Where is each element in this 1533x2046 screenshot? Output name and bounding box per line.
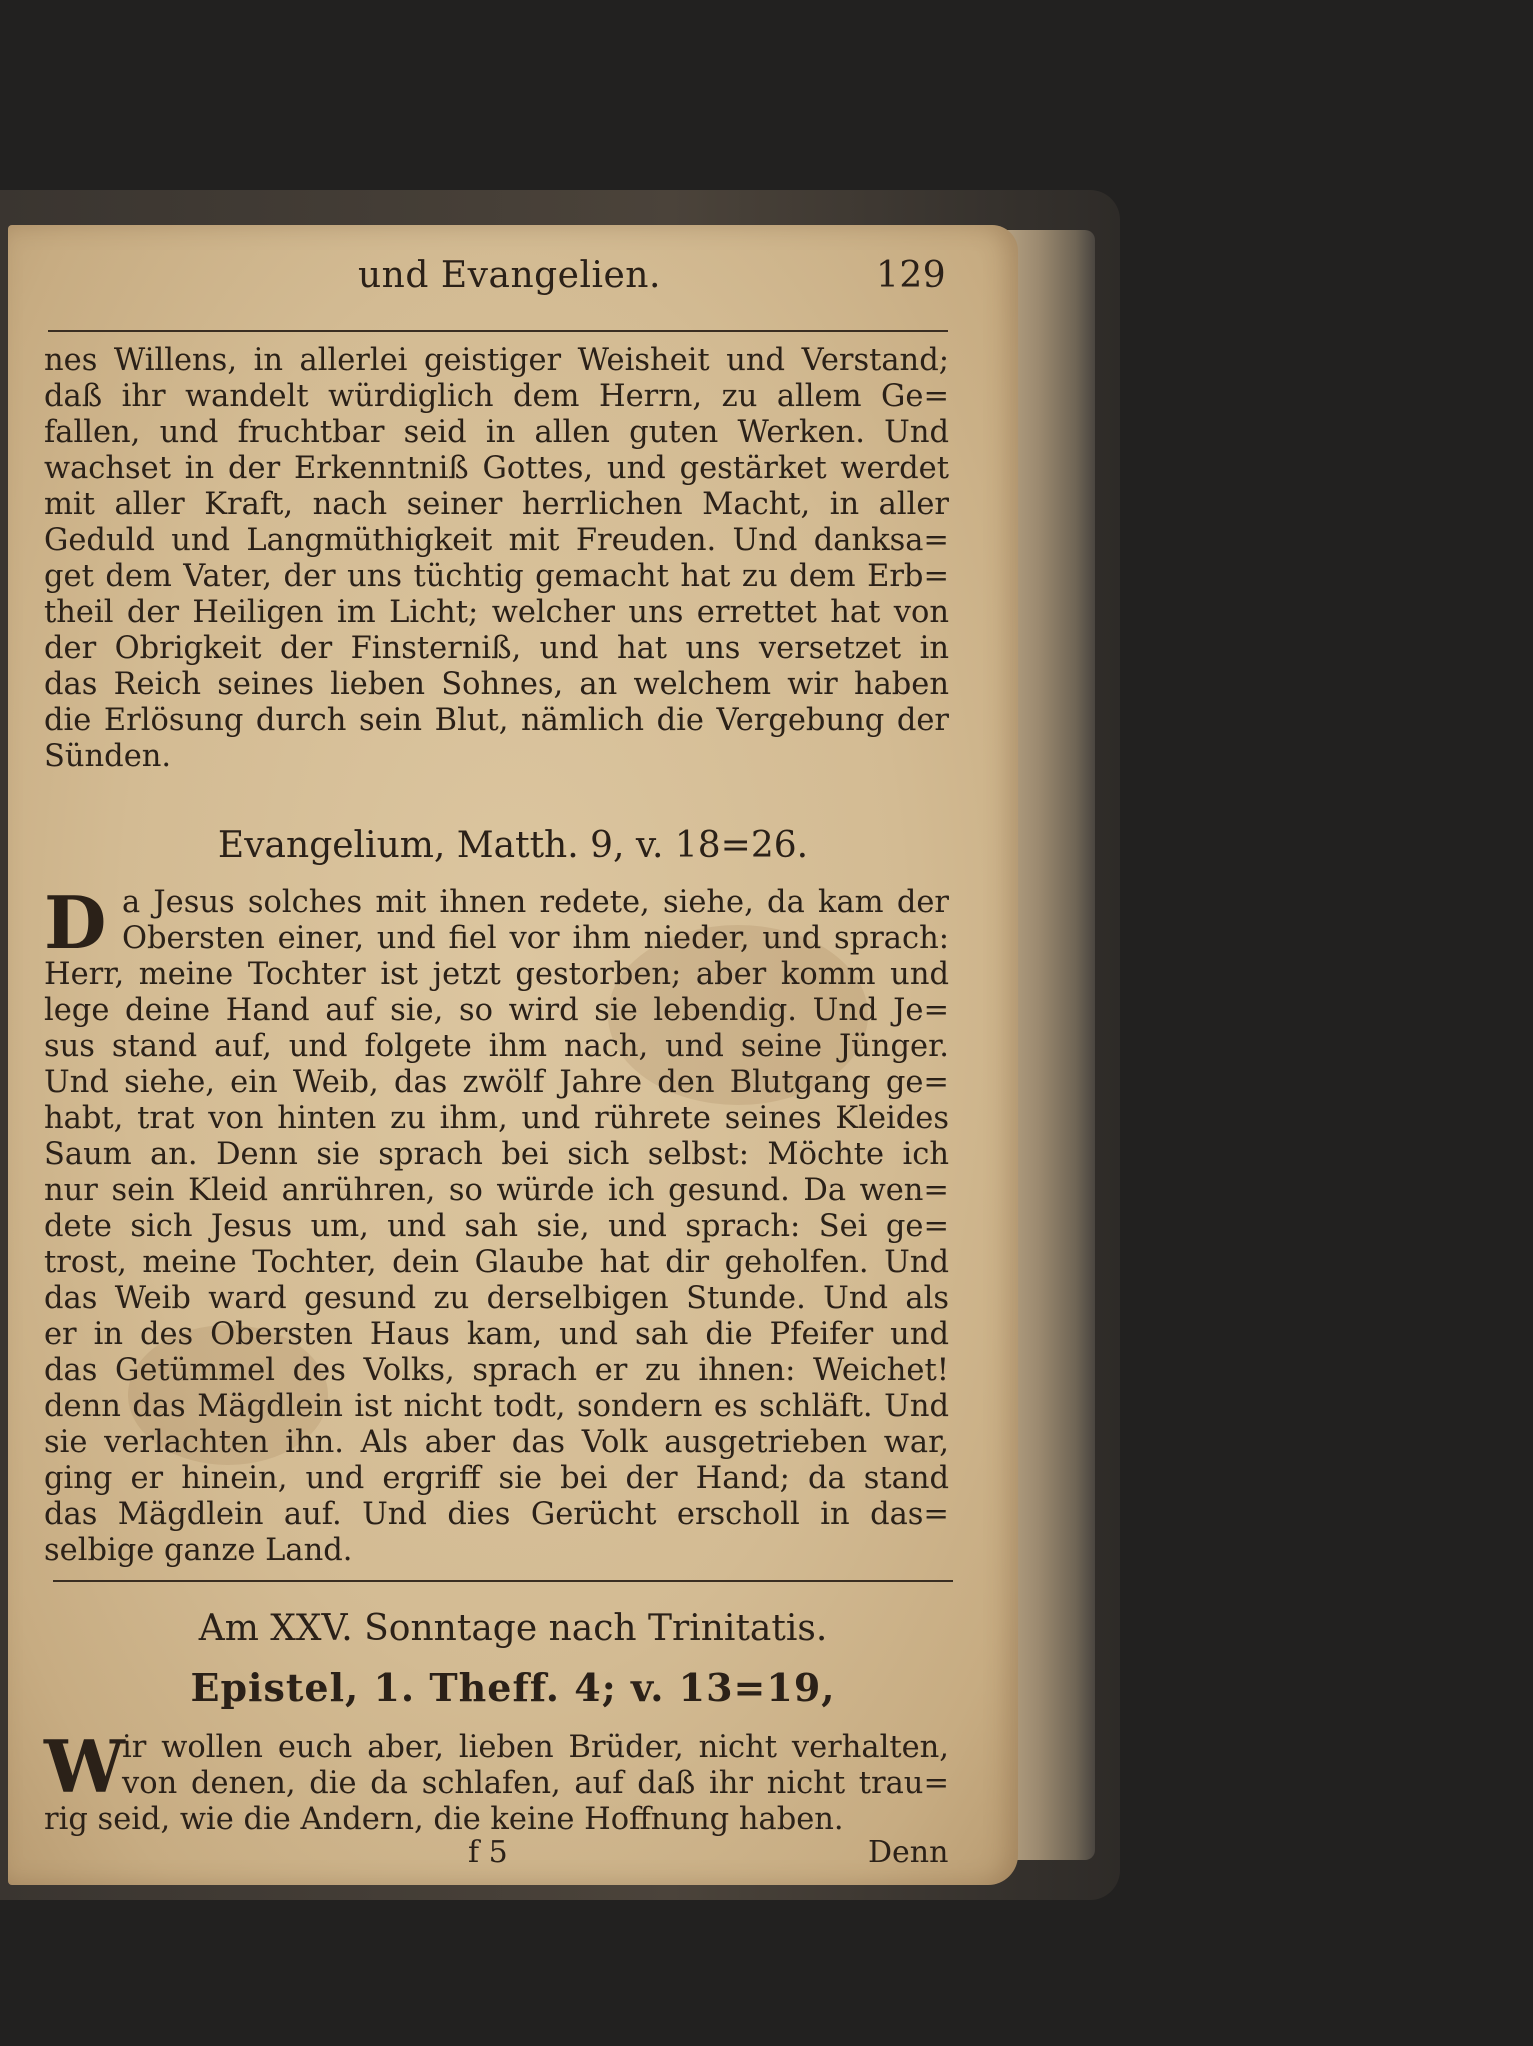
text-line: theil der Heiligen im Licht; welcher uns errettet hat von <box>44 595 949 630</box>
epistle-heading: Epistel, 1. Theff. 4; v. 13=19, <box>190 1665 836 1710</box>
header-rule <box>48 330 948 332</box>
text-line: rig seid, wie die Andern, die keine Hoffnung haben. <box>44 1802 844 1837</box>
text-line: Sünden. <box>44 739 172 774</box>
text-line: dete sich Jesus um, und sah sie, und sprach: Sei ge= <box>44 1209 949 1244</box>
text-line: a Jesus solches mit ihnen redete, siehe, da kam der <box>122 885 949 920</box>
text-line: habt, trat von hinten zu ihm, und rührete seines Kleides <box>44 1101 949 1136</box>
text-line: Herr, meine Tochter ist jetzt gestorben; aber komm und <box>44 957 949 992</box>
text-line: mit aller Kraft, nach seiner herrlichen Macht, in aller <box>44 487 949 522</box>
text-line: selbige ganze Land. <box>44 1533 353 1568</box>
text-line: von denen, die da schlafen, auf daß ihr nicht trau= <box>122 1766 949 1801</box>
text-line: sie verlachten ihn. Als aber das Volk ausgetrieben war, <box>44 1425 949 1460</box>
text-line: trost, meine Tochter, dein Glaube hat dir geholfen. Und <box>44 1245 949 1280</box>
drop-cap: W <box>44 1724 125 1809</box>
text-line: denn das Mägdlein ist nicht todt, sondern es schläft. Und <box>44 1389 949 1424</box>
text-line: lege deine Hand auf sie, so wird sie lebendig. Und Je= <box>44 993 949 1028</box>
book-page <box>8 225 1018 1885</box>
text-line: wachset in der Erkenntniß Gottes, und gestärket werdet <box>44 451 949 486</box>
text-line: das Mägdlein auf. Und dies Gerücht erscholl in das= <box>44 1497 949 1532</box>
text-line: daß ihr wandelt würdiglich dem Herrn, zu allem Ge= <box>44 379 949 414</box>
text-line: nur sein Kleid anrühren, so würde ich gesund. Da wen= <box>44 1173 949 1208</box>
text-line: Obersten einer, und fiel vor ihm nieder, und sprach: <box>122 921 949 956</box>
catchword: Denn <box>868 1835 949 1870</box>
text-line: Geduld und Langmüthigkeit mit Freuden. Und danksa= <box>44 523 949 558</box>
text-line: das Reich seines lieben Sohnes, an welchem wir haben <box>44 667 949 702</box>
sunday-heading: Am XXV. Sonntage nach Trinitatis. <box>198 1608 828 1649</box>
signature-mark: f 5 <box>468 1835 508 1870</box>
text-line: sus stand auf, und folgete ihm nach, und seine Jünger. <box>44 1029 949 1064</box>
running-head: und Evangelien. <box>358 255 661 296</box>
text-line: die Erlösung durch sein Blut, nämlich die Vergebung der <box>44 703 949 738</box>
text-line: das Weib ward gesund zu derselbigen Stunde. Und als <box>44 1281 949 1316</box>
text-line: Saum an. Denn sie sprach bei sich selbst: Möchte ich <box>44 1137 949 1172</box>
text-line: er in des Obersten Haus kam, und sah die Pfeifer und <box>44 1317 949 1352</box>
gospel-heading: Evangelium, Matth. 9, v. 18=26. <box>217 825 809 866</box>
text-line: fallen, und fruchtbar seid in allen guten Werken. Und <box>44 415 949 450</box>
text-line: der Obrigkeit der Finsterniß, und hat uns versetzet in <box>44 631 949 666</box>
drop-cap: D <box>44 880 107 965</box>
epistle-text <box>44 1724 949 1838</box>
text-line: nes Willens, in allerlei geistiger Weisheit und Verstand; <box>44 343 949 378</box>
text-line: ging er hinein, und ergriff sie bei der Hand; da stand <box>44 1461 949 1496</box>
gospel-text <box>44 880 949 1569</box>
section-rule <box>53 1580 953 1582</box>
text-line: ir wollen euch aber, lieben Brüder, nicht verhalten, <box>122 1730 949 1765</box>
epistle-continuation <box>44 343 949 775</box>
text-line: get dem Vater, der uns tüchtig gemacht hat zu dem Erb= <box>44 559 949 594</box>
text-line: Und siehe, ein Weib, das zwölf Jahre den Blutgang ge= <box>44 1065 949 1100</box>
page-number: 129 <box>876 255 947 296</box>
text-line: das Getümmel des Volks, sprach er zu ihnen: Weichet! <box>44 1353 949 1388</box>
